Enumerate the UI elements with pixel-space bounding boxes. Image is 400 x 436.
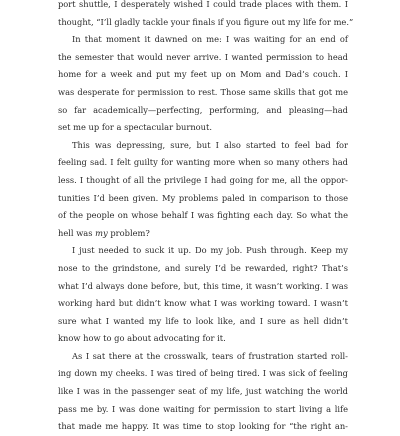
paragraph (58, 137, 348, 243)
text-line: home for a week and put my feet up on Mom and Dad’s couch. I (58, 69, 348, 80)
text-line: ing down my cheeks. I was tired of being tired. I was sick of feeling (58, 368, 348, 379)
text-line: This was depressing, sure, but I also started to feel bad for (72, 139, 348, 150)
text-line: know how to go about advocating for it. (58, 333, 226, 344)
paragraph (58, 348, 348, 436)
text-line: In that moment it dawned on me: I was waiting for an end of (72, 34, 348, 45)
text-line: pass me by. I was done waiting for permission to start living a life (58, 403, 348, 414)
text-line: working hard but didn’t know what I was working toward. I wasn’t (58, 298, 348, 309)
text-line: that made me happy. It was time to stop looking for “the right an- (58, 421, 348, 432)
text-line: As I sat there at the crosswalk, tears of frustration started roll- (72, 350, 348, 361)
text-line: nose to the grindstone, and surely I’d be rewarded, right? That’s (58, 262, 348, 273)
paragraph (58, 31, 348, 137)
paragraph (58, 0, 354, 31)
text-line: feeling sad. I felt guilty for wanting more when so many others had (58, 157, 348, 168)
text-line: of the people on whose behalf I was fighting each day. So what the (58, 210, 348, 221)
text-line: less. I thought of all the privilege I had going for me, all the oppor- (58, 174, 348, 185)
text-line: what I’d always done before, but, this time, it wasn’t working. I was (58, 280, 348, 291)
text-line: like I was in the passenger seat of my life, just watching the world (58, 386, 348, 397)
text-line: I just needed to suck it up. Do my job. Push through. Keep my (72, 245, 348, 256)
paragraph (58, 242, 348, 348)
text-line: so far academically—perfecting, performing, and pleasing—had (58, 104, 348, 115)
text-line: port shuttle, I desperately wished I could trade places with them. I (58, 0, 348, 9)
text-line: thought, “I’ll gladly tackle your finals if you figure out my life for me.” (58, 16, 354, 27)
text-line: was desperate for permission to rest. Those same skills that got me (58, 86, 348, 97)
text-line: set me up for a spectacular burnout. (58, 122, 212, 133)
text-line: the semester that would never arrive. I wanted permission to head (58, 51, 348, 62)
body-text (58, 0, 354, 436)
text-line: hell was my problem? (58, 227, 150, 238)
text-line: tunities I’d been given. My problems paled in comparison to those (58, 192, 348, 203)
emphasized-word: my (95, 227, 108, 238)
text-line: sure what I wanted my life to look like, and I sure as hell didn’t (58, 315, 348, 326)
